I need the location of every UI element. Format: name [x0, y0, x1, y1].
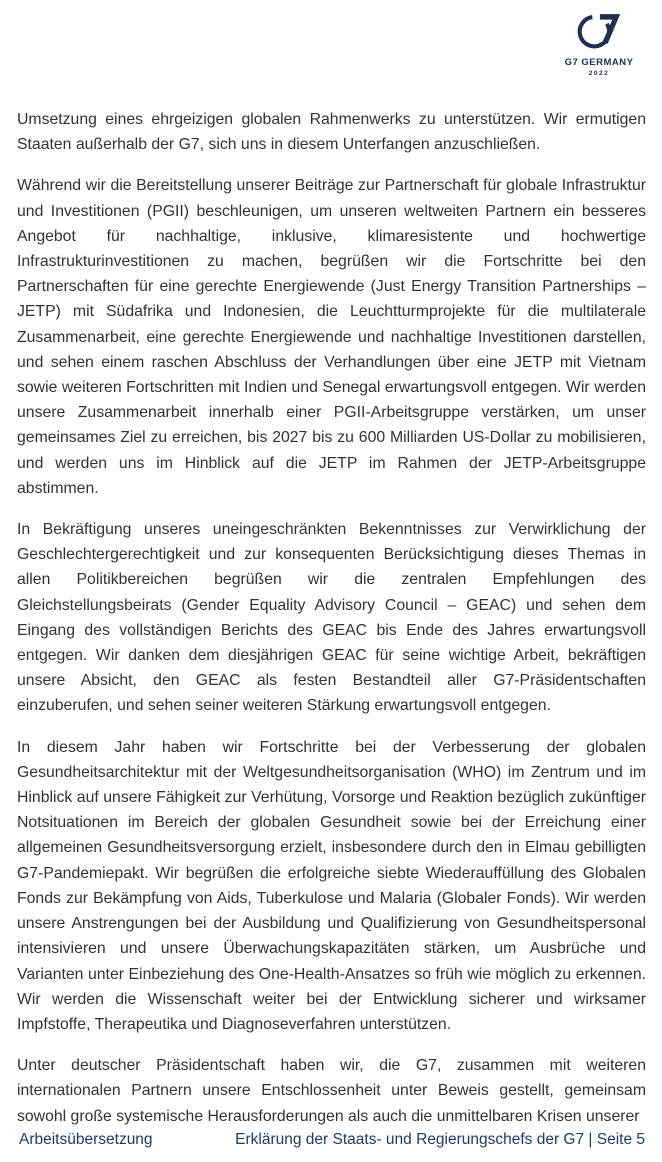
paragraph-1: Umsetzung eines ehrgeizigen globalen Rahmenwerks zu unterstützen. Wir ermutigen Staaten außerhalb der G7, sich uns in diesem Unterfangen anzuschließen. — [17, 111, 646, 154]
paragraph-4: In diesem Jahr haben wir Fortschritte bei der Verbesserung der globalen Gesundheitsarchitektur mit der Weltgesundheitsorganisation (WHO) im Zentrum und im Hinblick auf unsere Fähigkeit zur Verhütung, Vorsorge und Reaktion bezüglich zukünftiger Notsituationen im Bereich der globalen Gesundheit sowie bei der Erreichung einer allgemeinen Gesundheitsversorgung erzielt, insbesondere durch den in Elmau gebilligten G7-Pandemiepakt. Wir begrüßen die erfolgreiche siebte Wiederauffüllung des Globalen Fonds zur Bekämpfung von Aids, Tuberkulose und Malaria (Globaler Fonds). Wir werden unsere Anstrengungen bei der Ausbildung und Qualifizierung von Gesundheitspersonal intensivieren und unsere Überwachungskapazitäten stärken, um Ausbrüche und Varianten unter Einbeziehung des One-Health-Ansatzes so früh wie möglich zu erkennen. Wir werden die Wissenschaft weiter bei der Entwicklung sicherer und wirksamer Impfstoffe, Therapeutika und Diagnoseverfahren unterstützen. — [17, 738, 646, 1033]
g7-logo-icon — [576, 12, 622, 54]
page-footer — [19, 1131, 645, 1149]
g7-germany-logo — [554, 12, 644, 77]
footer-document-type: Arbeitsübersetzung — [19, 1131, 153, 1148]
document-body — [17, 107, 646, 1145]
logo-year: 2022 — [588, 70, 610, 77]
paragraph-2: Während wir die Bereitstellung unserer Beiträge zur Partnerschaft für globale Infrastruktur und Investitionen (PGII) beschleunigen, um unseren weltweiten Partnern ein besseres Angebot für nachhaltige, inklusive, klimaresistente und hochwertige Infrastrukturinvestitionen zu machen, begrüßen wir die Fortschritte bei den Partnerschaften für eine gerechte Energiewende (Just Energy Transition Partnerships – JETP) mit Südafrika und Indonesien, die Leuchtturmprojekte für die multilaterale Zusammenarbeit, eine gerechte Energiewende und nachhaltige Investitionen darstellen, und sehen einem raschen Abschluss der Verhandlungen über eine JETP mit Vietnam sowie weiteren Fortschritten mit Indien und Senegal erwartungsvoll entgegen. Wir werden unsere Zusammenarbeit innerhalb einer PGII-Arbeitsgruppe verstärken, um unser gemeinsames Ziel zu erreichen, bis 2027 bis zu 600 Milliarden US-Dollar zu mobilisieren, und werden uns im Hinblick auf die JETP im Rahmen der JETP-Arbeitsgruppe abstimmen. — [17, 177, 646, 497]
paragraph-3: In Bekräftigung unseres uneingeschränkten Bekenntnisses zur Verwirklichung der Geschlechtergerechtigkeit und zur konsequenten Berücksichtigung dieses Themas in allen Politikbereichen begrüßen wir die zentralen Empfehlungen des Gleichstellungsbeirats (Gender Equality Advisory Council – GEAC) und sehen dem Eingang des vollständigen Berichts des GEAC bis Ende des Jahres erwartungsvoll entgegen. Wir danken dem diesjährigen GEAC für seine wichtige Arbeit, bekräftigen unsere Absicht, den GEAC als festen Bestandteil aller G7-Präsidentschaften einzuberufen, und sehen seiner weiteren Stärkung erwartungsvoll entgegen. — [17, 521, 646, 715]
logo-wordmark: G7 GERMANY — [564, 57, 634, 68]
paragraph-5: Unter deutscher Präsidentschaft haben wir, die G7, zusammen mit weiteren internationalen Partnern unsere Entschlossenheit unter Beweis gestellt, gemeinsam sowohl große systemische Herausforderungen als auch die unmittelbaren Krisen unserer — [17, 1057, 646, 1125]
footer-title-page-number: Erklärung der Staats- und Regierungschefs der G7 | Seite 5 — [235, 1131, 645, 1148]
